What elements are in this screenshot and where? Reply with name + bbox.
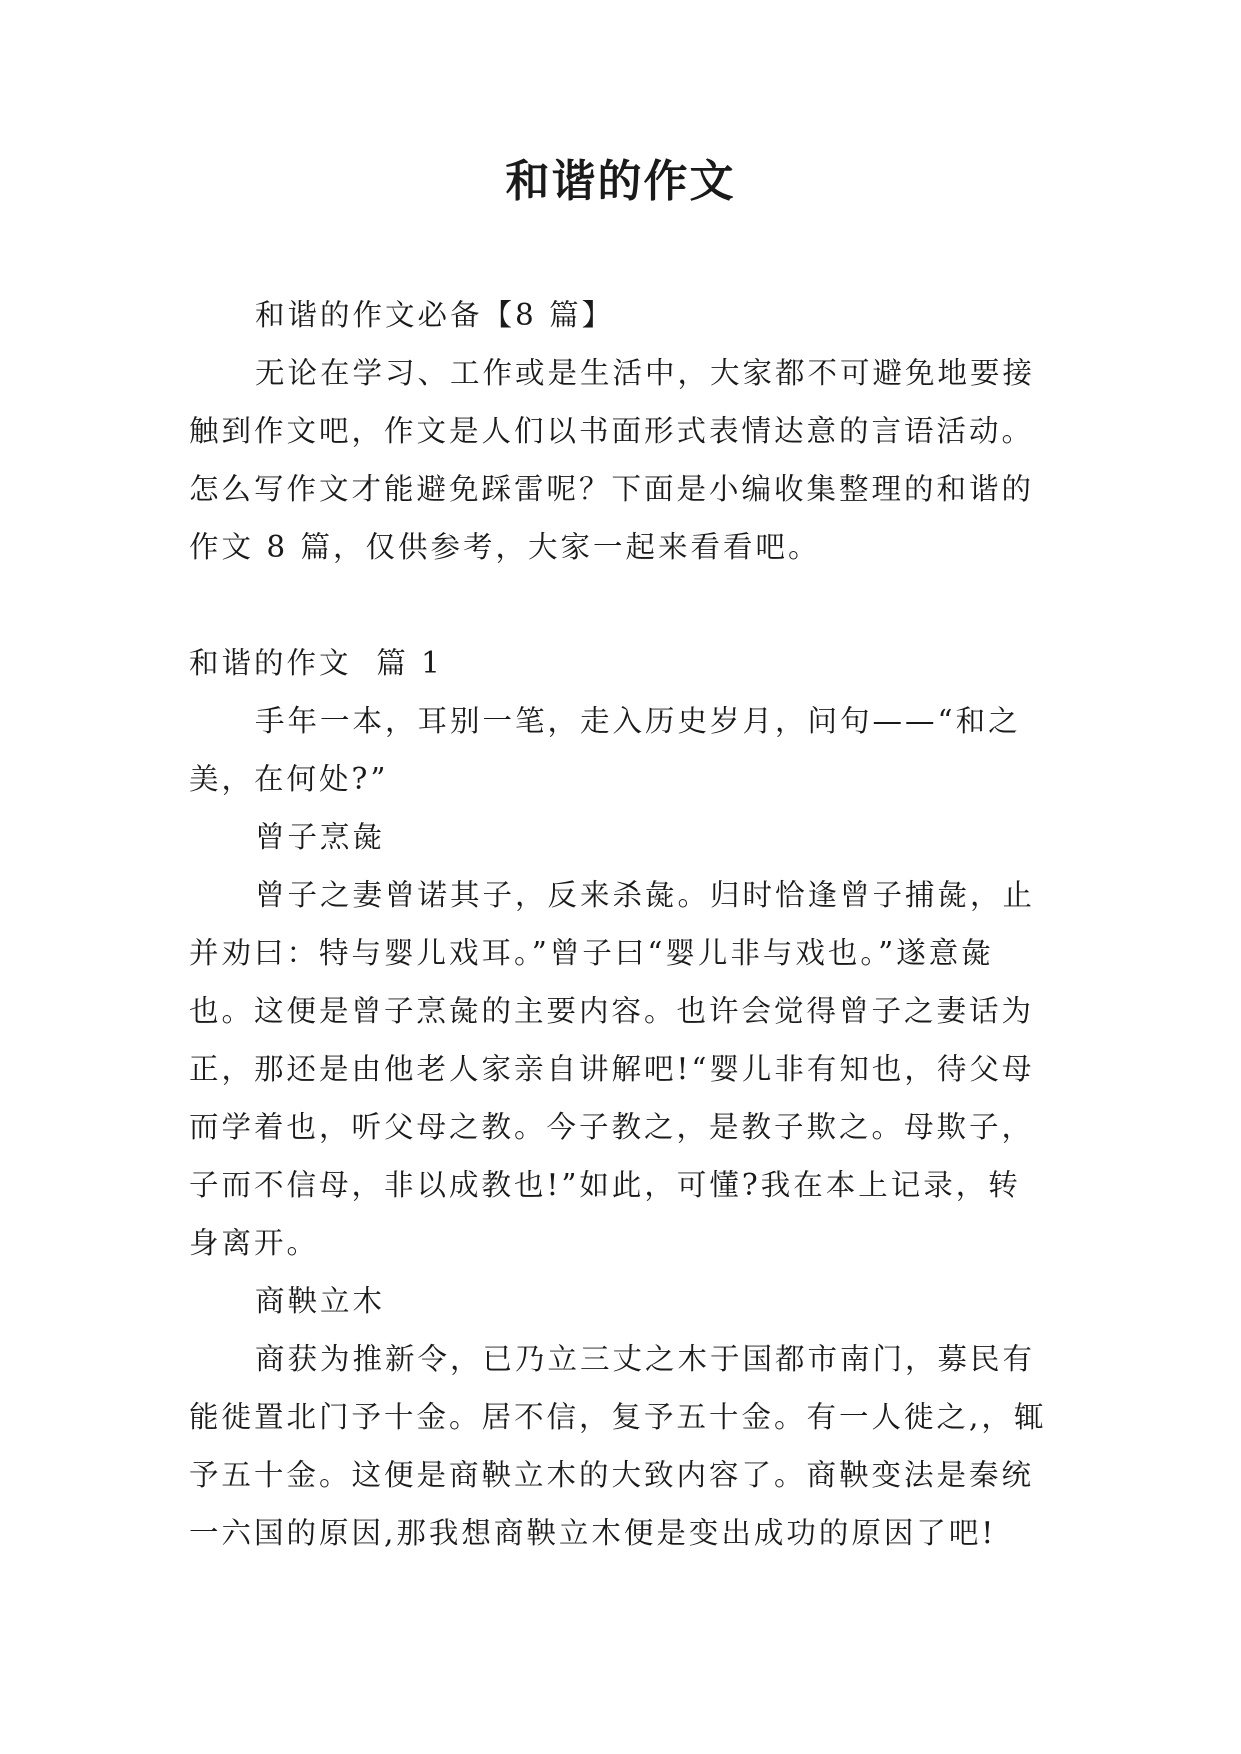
section-gap [189,576,1051,634]
story-title-2: 商鞅立木 [255,1284,386,1318]
intro-paragraph: 无论在学习、工作或是生活中，大家都不可避免地要接触到作文吧，作文是人们以书面形式表情达意的言语活动。怎么写作文才能避免踩雷呢？下面是小编收集整理的和谐的作文 8 篇，仅供参考，大家一起来看看吧。 [189,356,1036,564]
opening-paragraph: 手年一本，耳别一笔，走入历史岁月，问句——“和之美，在何处?” [189,704,1021,796]
section-heading: 和谐的作文 篇 1 [189,646,443,680]
story-paragraph-1: 曾子之妻曾诺其子，反来杀彘。归时恰逢曾子捕彘，止并劝曰：特与婴儿戏耳。”曾子曰“婴儿非与戏也。”遂意彘也。这便是曾子烹彘的主要内容。也许会觉得曾子之妻话为正，那还是由他老人家亲自讲解吧!“婴儿非有知也，待父母而学着也，听父母之教。今子教之，是教子欺之。母欺子，子而不信母，非以成教也!”如此，可懂?我在本上记录，转身离开。 [189,878,1036,1260]
document-title: 和谐的作文 [505,156,736,207]
document-body [189,286,1051,1562]
document-subtitle: 和谐的作文必备【8 篇】 [255,298,615,332]
story-title-1: 曾子烹彘 [255,820,386,854]
story-paragraph-2: 商获为推新令，已乃立三丈之木于国都市南门，募民有能徙置北门予十金。居不信，复予五十金。有一人徙之,，辄予五十金。这便是商鞅立木的大致内容了。商鞅变法是秦统一六国的原因,那我想商鞅立木便是变出成功的原因了吧! [189,1342,1047,1550]
